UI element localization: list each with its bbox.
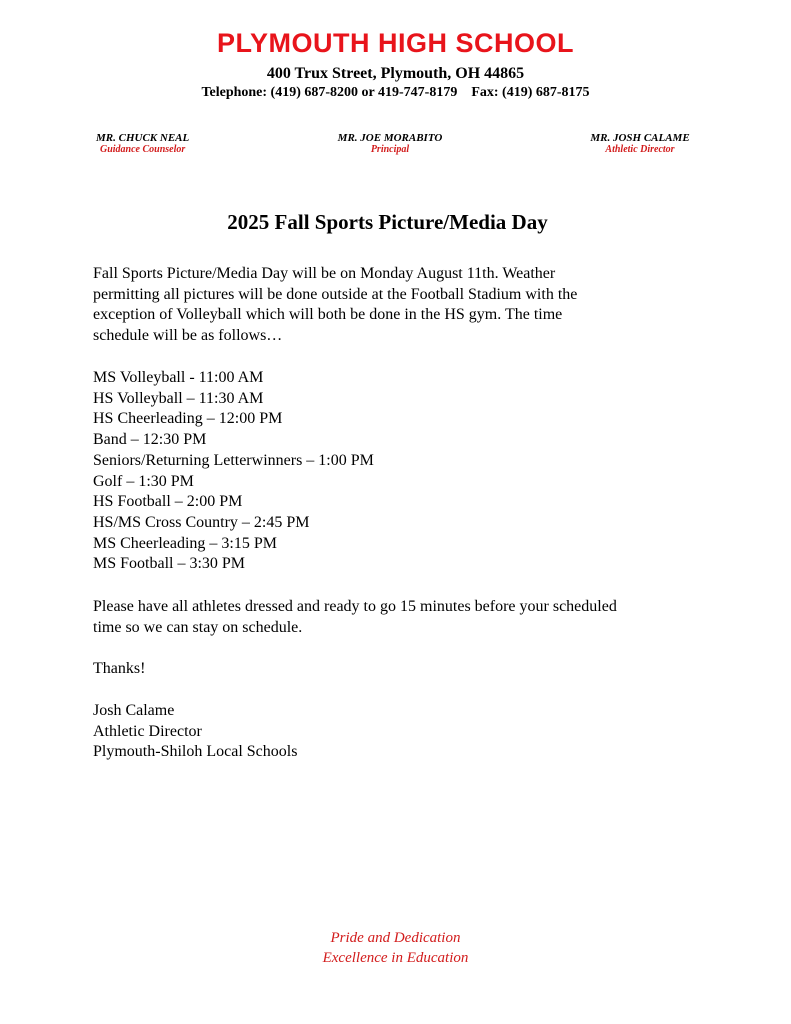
- document-title: 2025 Fall Sports Picture/Media Day: [227, 210, 548, 234]
- school-address: 400 Trux Street, Plymouth, OH 44865: [266, 65, 525, 82]
- staff-name: MR. CHUCK NEAL: [96, 132, 190, 144]
- staff-title: Guidance Counselor: [100, 144, 186, 155]
- schedule-item: HS Cheerleading – 12:00 PM: [93, 410, 283, 428]
- schedule-item: Seniors/Returning Letterwinners – 1:00 PM: [93, 451, 374, 469]
- signature-organization: Plymouth-Shiloh Local Schools: [93, 743, 298, 761]
- intro-line: schedule will be as follows…: [93, 327, 283, 345]
- schedule-item: HS/MS Cross Country – 2:45 PM: [93, 513, 310, 531]
- motto-line: Pride and Dedication: [330, 930, 461, 946]
- schedule-list: [93, 368, 713, 575]
- schedule-item: HS Volleyball – 11:30 AM: [93, 389, 264, 407]
- instructions-paragraph: [93, 597, 713, 638]
- intro-line: exception of Volleyball which will both be done in the HS gym. The time: [93, 306, 563, 324]
- staff-athletic-director: [570, 132, 710, 155]
- schedule-item: Golf – 1:30 PM: [93, 472, 194, 490]
- staff-name: MR. JOSH CALAME: [590, 132, 690, 144]
- school-phone-fax: Telephone: (419) 687-8200 or 419-747-8179 Fax: (419) 687-8175: [201, 85, 590, 100]
- schedule-item: HS Football – 2:00 PM: [93, 493, 243, 511]
- note-line: Please have all athletes dressed and ready to go 15 minutes before your scheduled: [93, 598, 617, 615]
- intro-line: Fall Sports Picture/Media Day will be on Monday August 11th. Weather: [93, 265, 556, 282]
- staff-name: MR. JOE MORABITO: [337, 132, 443, 144]
- staff-principal: [310, 132, 470, 155]
- schedule-item: MS Football – 3:30 PM: [93, 555, 246, 573]
- signature-title: Athletic Director: [93, 722, 202, 740]
- signature-block: [93, 701, 713, 763]
- signature-name: Josh Calame: [93, 702, 175, 719]
- schedule-item: MS Cheerleading – 3:15 PM: [93, 534, 277, 552]
- staff-title: Athletic Director: [605, 144, 675, 155]
- intro-paragraph: [93, 264, 713, 347]
- thanks-text: Thanks!: [93, 660, 146, 677]
- school-name: PLYMOUTH HIGH SCHOOL: [216, 28, 575, 58]
- schedule-item: Band – 12:30 PM: [93, 431, 207, 449]
- schedule-item: MS Volleyball - 11:00 AM: [93, 369, 264, 386]
- intro-line: permitting all pictures will be done outside at the Football Stadium with the: [93, 285, 578, 303]
- motto-line: Excellence in Education: [322, 950, 469, 966]
- staff-title: Principal: [370, 144, 410, 155]
- staff-guidance-counselor: [96, 132, 196, 155]
- note-line: time so we can stay on schedule.: [93, 618, 303, 636]
- footer-motto: [0, 928, 791, 968]
